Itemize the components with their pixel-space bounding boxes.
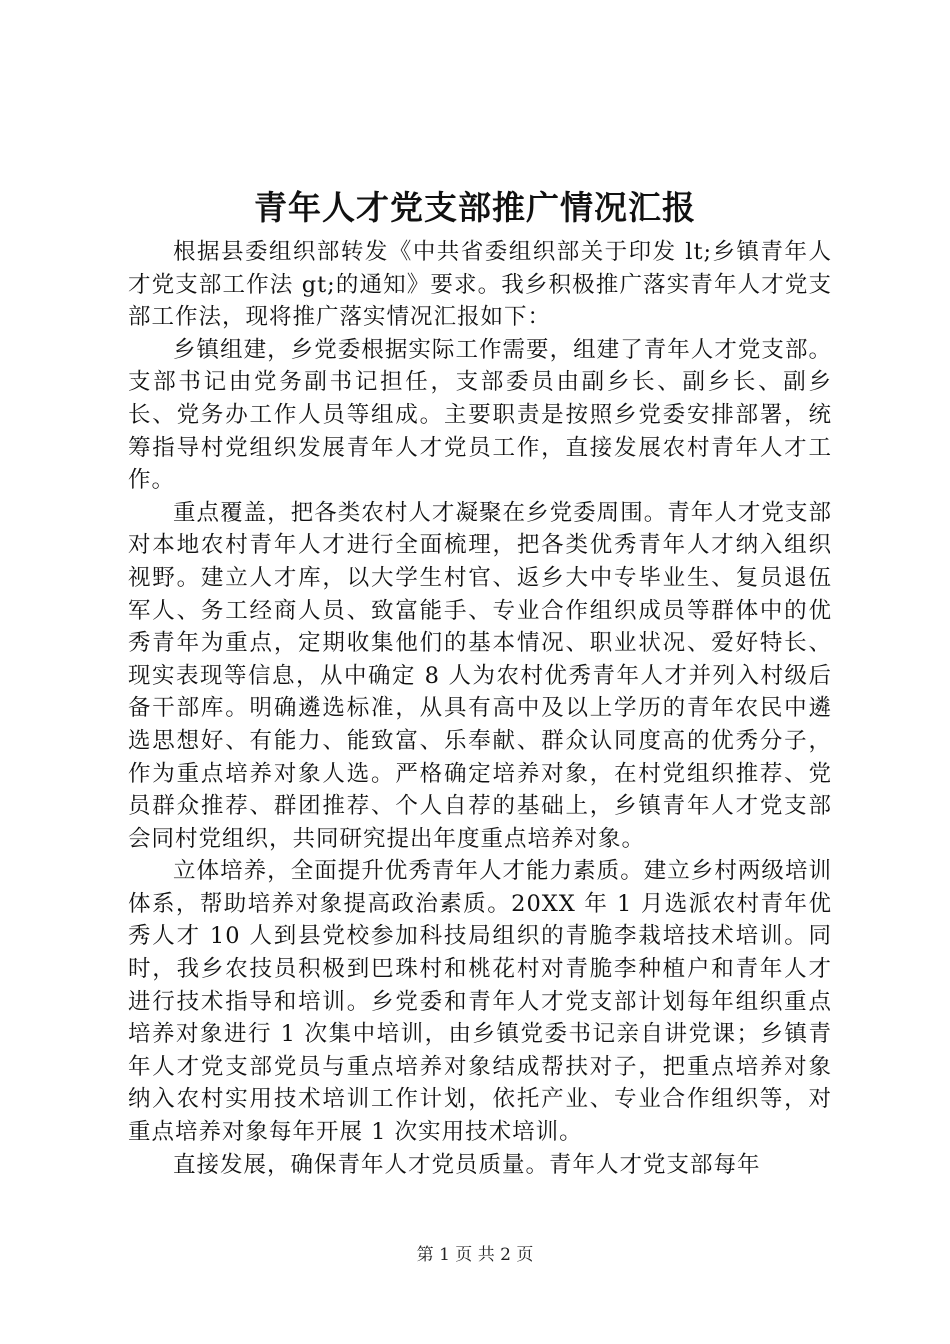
document-body	[128, 236, 832, 1181]
paragraph-training: 立体培养，全面提升优秀青年人才能力素质。建立乡村两级培训体系，帮助培养对象提高政治素质。20XX 年 1 月选派农村青年优秀人才 10 人到县党校参加科技局组织的青脆李栽培技术培训。同时，我乡农技员积极到巴珠村和桃花村对青脆李种植户和青年人才进行技术指导和培训。乡党委和青年人才党支部计划每年组织重点培养对象进行 1 次集中培训，由乡镇党委书记亲自讲党课；乡镇青年人才党支部党员与重点培养对象结成帮扶对子，把重点培养对象纳入农村实用技术培训工作计划，依托产业、专业合作组织等，对重点培养对象每年开展 1 次实用技术培训。	[128, 858, 832, 1146]
document-title: 青年人才党支部推广情况汇报	[254, 188, 696, 227]
paragraph-organization: 乡镇组建，乡党委根据实际工作需要，组建了青年人才党支部。支部书记由党务副书记担任，支部委员由副乡长、副乡长、副乡长、党务办工作人员等组成。主要职责是按照乡党委安排部署，统筹指导村党组织发展青年人才党员工作，直接发展农村青年人才工作。	[128, 336, 832, 494]
paragraph-coverage: 重点覆盖，把各类农村人才凝聚在乡党委周围。青年人才党支部对本地农村青年人才进行全面梳理，把各类优秀青年人才纳入组织视野。建立人才库，以大学生村官、返乡大中专毕业生、复员退伍军人、务工经商人员、致富能手、专业合作组织成员等群体中的优秀青年为重点，定期收集他们的基本情况、职业状况、爱好特长、现实表现等信息，从中确定 8 人为农村优秀青年人才并列入村级后备干部库。明确遴选标准，从具有高中及以上学历的青年农民中遴选思想好、有能力、能致富、乐奉献、群众认同度高的优秀分子，作为重点培养对象人选。严格确定培养对象，在村党组织推荐、党员群众推荐、群团推荐、个人自荐的基础上，乡镇青年人才党支部会同村党组织，共同研究提出年度重点培养对象。	[128, 499, 832, 852]
page-number-footer: 第 1 页 共 2 页	[416, 1245, 534, 1265]
paragraph-intro: 根据县委组织部转发《中共省委组织部关于印发 lt;乡镇青年人才党支部工作法 gt;的通知》要求。我乡积极推广落实青年人才党支部工作法，现将推广落实情况汇报如下：	[128, 239, 832, 331]
paragraph-development: 直接发展，确保青年人才党员质量。青年人才党支部每年	[173, 1151, 761, 1178]
